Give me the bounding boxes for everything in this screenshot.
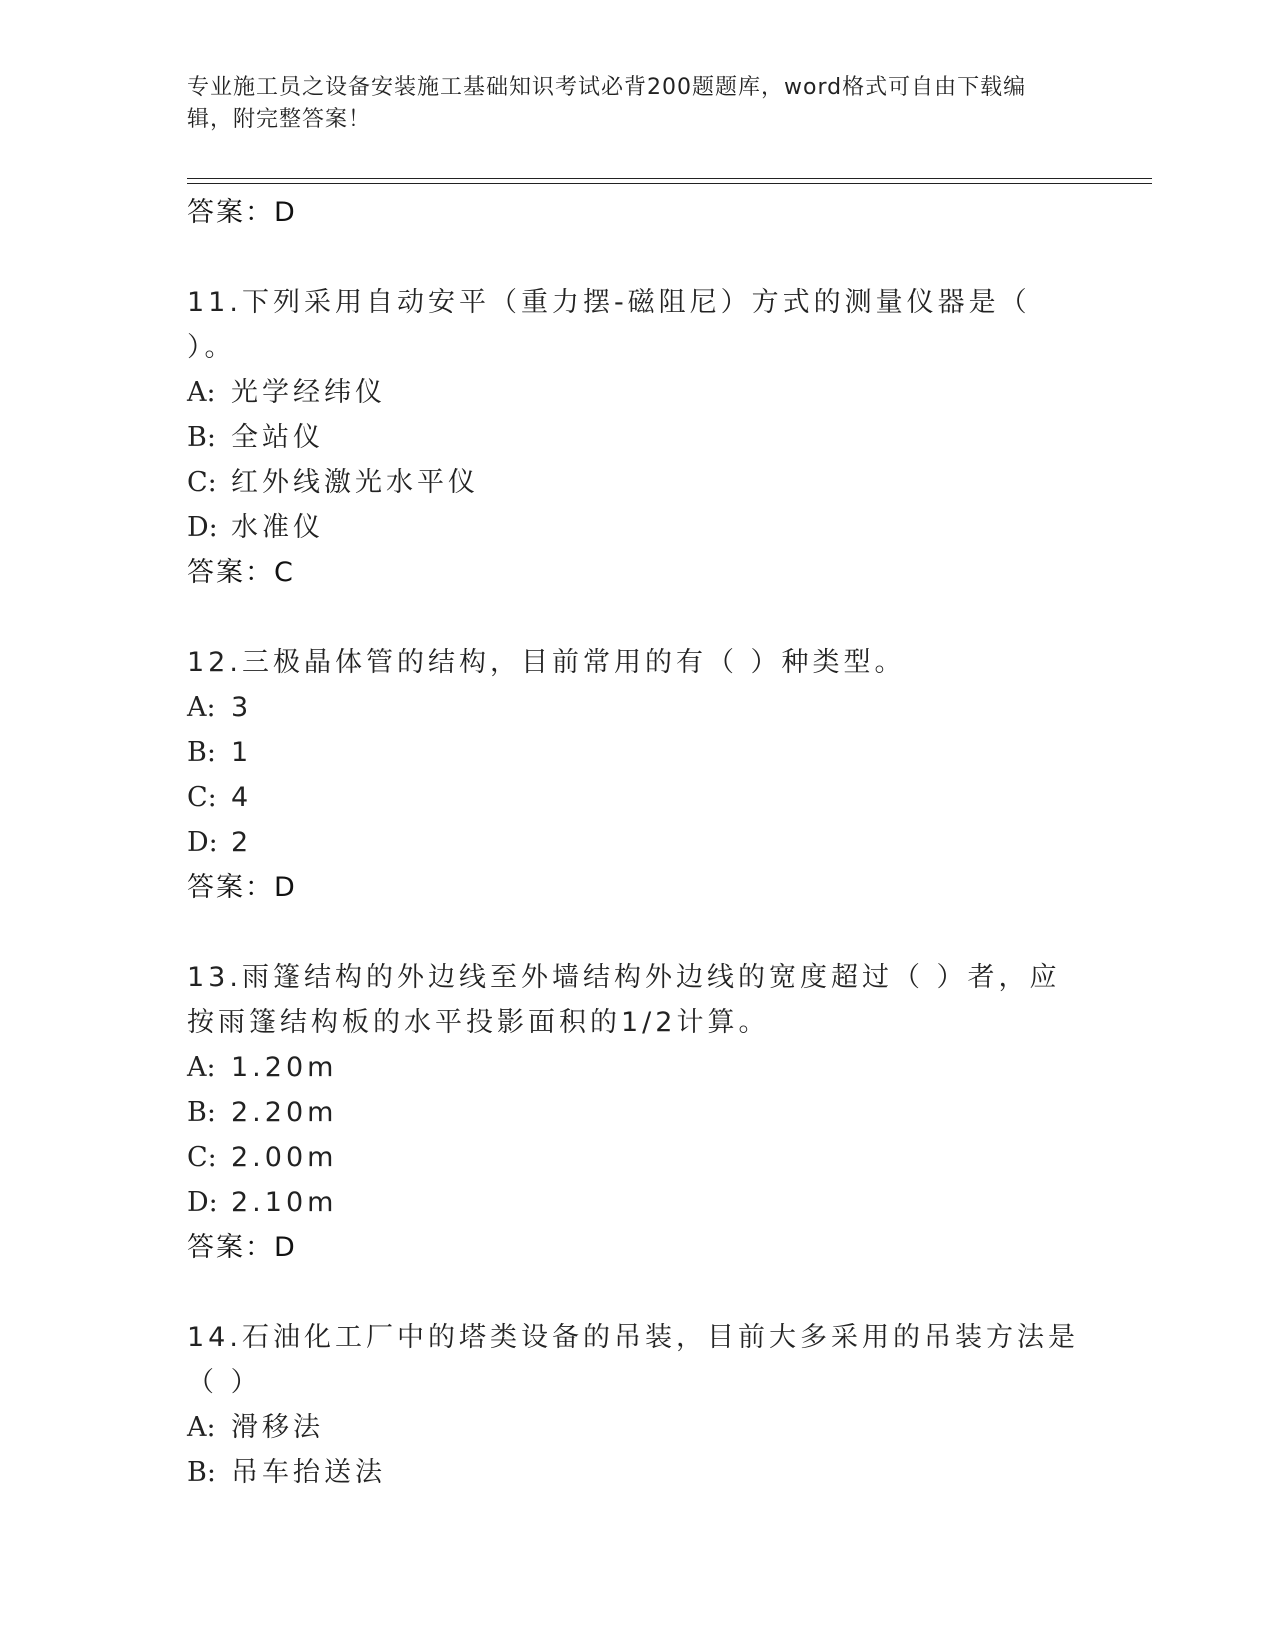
- option-d: [187, 505, 1087, 550]
- option-key: B:: [187, 1457, 216, 1488]
- header-divider-bottom: [187, 183, 1152, 184]
- option-value: 2: [231, 827, 253, 858]
- answer-line: 答案：D: [187, 1232, 297, 1263]
- option-key: A:: [187, 377, 216, 408]
- question-text: 11.下列采用自动安平（重力摆-磁阻尼）方式的测量仪器是（ ）。: [187, 287, 1031, 363]
- option-value: 全站仪: [231, 422, 324, 453]
- option-value: 4: [231, 782, 253, 813]
- option-value: 吊车抬送法: [231, 1457, 386, 1488]
- question-text: 13.雨篷结构的外边线至外墙结构外边线的宽度超过（ ）者，应按雨篷结构板的水平投影面积的1/2计算。: [187, 962, 1061, 1038]
- question-text: 14.石油化工厂中的塔类设备的吊装，目前大多采用的吊装方法是（ ）: [187, 1322, 1079, 1398]
- option-value: 1: [231, 737, 253, 768]
- question-block: [187, 1315, 1087, 1495]
- option-d: [187, 1180, 1087, 1225]
- option-key: C:: [187, 467, 217, 498]
- option-key: A:: [187, 1052, 216, 1083]
- option-c: [187, 460, 1087, 505]
- option-key: B:: [187, 1097, 216, 1128]
- option-c: [187, 775, 1087, 820]
- option-b: [187, 730, 1087, 775]
- option-key: D:: [187, 827, 218, 858]
- question-block: [187, 640, 1087, 910]
- option-b: [187, 1090, 1087, 1135]
- header-divider-top: [187, 178, 1152, 179]
- question-block: [187, 955, 1087, 1270]
- option-value: 2.20m: [231, 1097, 338, 1128]
- option-a: [187, 1405, 1087, 1450]
- option-value: 1.20m: [231, 1052, 338, 1083]
- answer-line: 答案：D: [187, 197, 297, 228]
- option-c: [187, 1135, 1087, 1180]
- answer-line: 答案：D: [187, 872, 297, 903]
- option-value: 2.10m: [231, 1187, 338, 1218]
- option-key: C:: [187, 782, 217, 813]
- option-b: [187, 1450, 1087, 1495]
- option-value: 滑移法: [231, 1412, 324, 1443]
- option-value: 水准仪: [231, 512, 324, 543]
- option-key: A:: [187, 1412, 216, 1443]
- question-block: [187, 280, 1087, 595]
- question-list: [187, 190, 1087, 1495]
- document-header: 专业施工员之设备安装施工基础知识考试必背200题题库，word格式可自由下载编辑，附完整答案！: [187, 75, 1027, 132]
- option-key: B:: [187, 737, 216, 768]
- option-value: 2.00m: [231, 1142, 338, 1173]
- option-b: [187, 415, 1087, 460]
- option-value: 红外线激光水平仪: [231, 467, 479, 498]
- option-key: D:: [187, 1187, 218, 1218]
- option-a: [187, 1045, 1087, 1090]
- option-a: [187, 370, 1087, 415]
- option-key: C:: [187, 1142, 217, 1173]
- option-key: D:: [187, 512, 218, 543]
- question-text: 12.三极晶体管的结构，目前常用的有（ ）种类型。: [187, 647, 906, 678]
- option-key: A:: [187, 692, 216, 723]
- answer-line: 答案：C: [187, 557, 295, 588]
- option-value: 光学经纬仪: [231, 377, 386, 408]
- option-key: B:: [187, 422, 216, 453]
- option-d: [187, 820, 1087, 865]
- option-value: 3: [231, 692, 253, 723]
- option-a: [187, 685, 1087, 730]
